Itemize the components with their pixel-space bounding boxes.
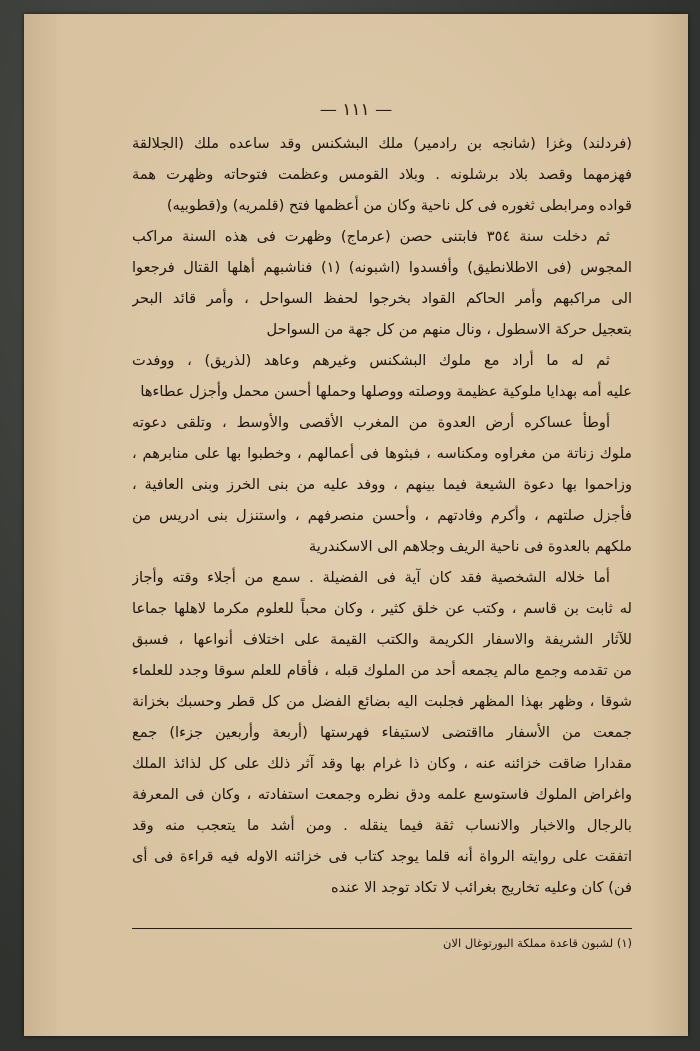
text-line: فأجزل صلتهم ، وأكرم وفادتهم ، وأحسن منصرفهم ، واستنزل بنى ادريس من <box>132 507 632 524</box>
text-line: له ثابت بن قاسم ، وكتب عن خلق كثير ، وكان محباً للعلوم مكرما لاهلها جماعا <box>132 600 632 617</box>
text-line: قواده ومرابطى ثغوره فى كل ناحية وكان من أعظمها فتح (قلمريه) و(قطوبيه) <box>166 197 632 214</box>
text-line: جمعت من الأسفار مااقتضى لاستيفاء فهرستها (أربعة وأربعين جزءا) جمع <box>132 724 632 741</box>
text-line: (فردلند) وغزا (شانجه بن رادمير) ملك البشكنس وقد ساعده ملك (الجلالقة <box>132 135 632 152</box>
text-line: بالرجال والاخبار والانساب ثقة فيما ينقله . ومن أشد ما يتعجب منه وقد <box>132 817 632 834</box>
text-line: عليه أمه بهدايا ملوكية عظيمة ووصلته ووصلها وحملها أحسن محمل وأجزل عطاءها <box>140 383 632 400</box>
text-line: وزاحموا بها دعوة الشيعة فيما بينهم ، ووفد عليه من بنى الخرز وبنى العافية ، <box>132 476 632 493</box>
footnote: (١) لشبون قاعدة مملكة البورتوغال الان <box>442 936 632 950</box>
text-line: أما خلاله الشخصية فقد كان آية فى الفضيلة . سمع من أجلاء وقته وأجاز <box>132 569 610 586</box>
text-line: مقدارا ضاقت خزائنه عنه ، وكان ذا غرام بها وقد آثر ذلك على كل لذائذ الملك <box>132 755 632 772</box>
text-line: بتعجيل حركة الاسطول ، ونال منهم من كل جهة من السواحل <box>266 321 632 338</box>
page-number: — ١١١ — <box>319 100 393 120</box>
text-line: شوقا ، وظهر بهذا المظهر فجلبت اليه بضائع الفضل من كل قطر وحسبك بخزانة <box>132 693 632 710</box>
text-line: الى مراكبهم وأمر الحاكم القواد بخرجوا لحفظ السواحل ، وأمر قائد البحر <box>132 290 632 307</box>
text-line: للآثار الشريفة والاسفار الكريمة والكتب القيمة على اختلاف أنواعها ، فسبق <box>132 631 632 648</box>
text-line: ملكهم بالعدوة فى ناحية الريف وجلاهم الى الاسكندرية <box>308 538 632 555</box>
text-line: اتفقت على روايته الرواة أنه قلما يوجد كتاب فى خزائنه الاوله فيه قراءة فى أى <box>132 848 632 865</box>
body-text <box>132 128 632 903</box>
text-line: ملوك زناتة من مغراوه ومكناسه ، فبثوها فى أعمالهم ، وخطبوا بها على منابرهم ، <box>132 445 632 462</box>
text-line: ثم له ما أراد مع ملوك البشكنس وغيرهم وعاهد (لذريق) ، ووفدت <box>132 352 610 369</box>
text-line: فن) كان وعليه تخاريج بغرائب لا تكاد توجد الا عنده <box>331 879 632 896</box>
book-page <box>24 14 688 1036</box>
text-line: من تقدمه وجمع مالم يجمعه أحد من الملوك قبله ، فأقام للعلم سوقا وجدد للعلماء <box>132 662 632 679</box>
text-line: واغراض الملوك فاستوسع علمه ودق نظره وجمعت استفادته ، وكان فى المعرفة <box>132 786 632 803</box>
text-line: فهزمهما وقصد بلاد برشلونه . وبلاد القومس وعظمت فتوحاته وظهرت همة <box>132 166 632 183</box>
footnote-divider <box>132 928 632 929</box>
text-line: المجوس (فى الاطلانطيق) وأفسدوا (اشبونه) (١) فناشبهم أهلها القتال فرجعوا <box>132 259 632 276</box>
text-line: أوطأ عساكره أرض العدوة من المغرب الأقصى والأوسط ، وتلقى دعوته <box>132 414 610 431</box>
text-line: ثم دخلت سنة ٣٥٤ فابتنى حصن (عرماج) وظهرت فى هذه السنة مراكب <box>132 228 610 245</box>
